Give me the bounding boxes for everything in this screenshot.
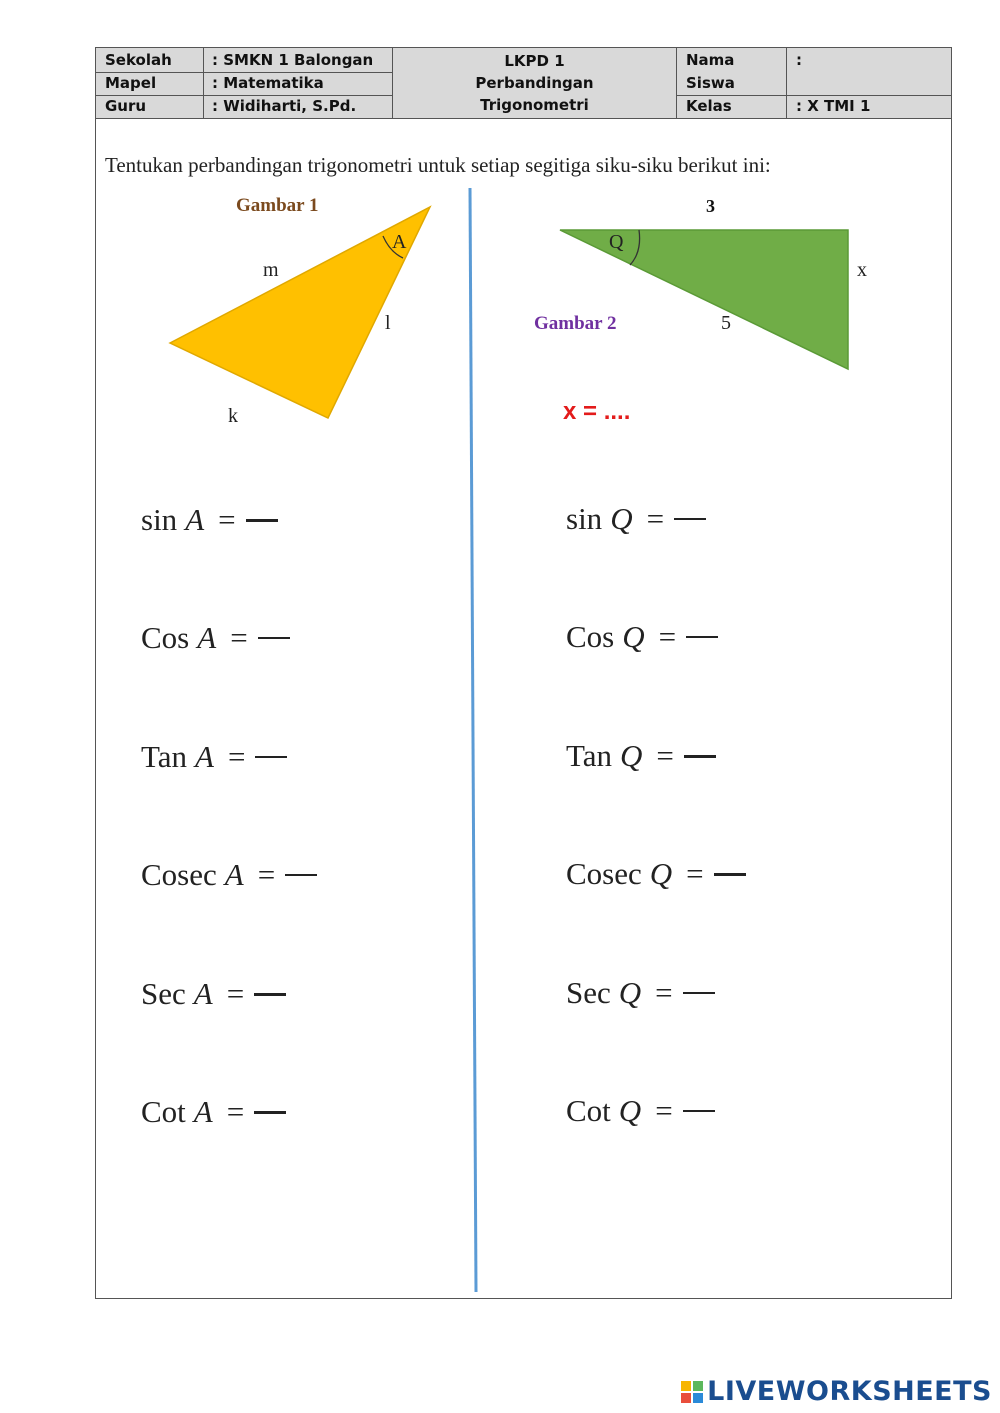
fraction-blank[interactable] [254, 993, 286, 996]
formula-tan-q [566, 738, 716, 774]
liveworksheets-logo[interactable] [681, 1376, 992, 1407]
fraction-blank[interactable] [714, 873, 746, 876]
formula-var: A [193, 976, 213, 1011]
side-top-label: 3 [706, 196, 715, 216]
formula-var: A [197, 620, 217, 655]
formula-var: Q [618, 975, 642, 1010]
formula-eq: = [656, 738, 674, 773]
formula-eq: = [257, 857, 276, 892]
fraction-blank[interactable] [674, 518, 706, 520]
formula-fn: Tan [141, 739, 188, 774]
formula-eq: = [218, 502, 236, 537]
kelas-label: Kelas [686, 97, 732, 115]
formula-fn: Cos [141, 620, 190, 655]
formula-eq: = [227, 739, 246, 774]
formula-eq: = [226, 976, 245, 1011]
formula-sec-a [141, 976, 286, 1012]
mapel-label: Mapel [105, 74, 157, 92]
formula-eq: = [655, 975, 673, 1010]
liveworksheets-logo-icon [681, 1381, 703, 1403]
formula-cos-q [566, 619, 718, 655]
side-m-label: m [263, 259, 279, 281]
side-x-label: x [857, 259, 867, 281]
fraction-blank[interactable] [254, 1111, 286, 1114]
figure-1-title: Gambar 1 [236, 195, 319, 216]
side-l-label: l [385, 312, 391, 334]
fraction-blank[interactable] [258, 637, 290, 639]
formula-cot-q [566, 1093, 715, 1129]
formula-var: A [195, 739, 214, 774]
formula-eq: = [226, 1094, 245, 1129]
title-line: Trigonometri [480, 96, 589, 114]
formula-cot-a [141, 1094, 286, 1130]
nama-field[interactable]: : [796, 51, 802, 69]
formula-eq: = [655, 1093, 673, 1128]
fraction-blank[interactable] [285, 874, 317, 876]
formula-eq: = [686, 856, 704, 891]
formula-fn: Cot [141, 1094, 186, 1129]
formula-sin-q [566, 501, 706, 537]
formula-var: A [224, 857, 244, 892]
formula-cosec-q [566, 856, 746, 892]
liveworksheets-brand: LIVEWORKSHEETS [707, 1376, 992, 1407]
sekolah-label: Sekolah [105, 51, 172, 69]
formula-fn: sin [141, 502, 178, 537]
formula-sin-a [141, 502, 278, 538]
formula-tan-a [141, 739, 287, 775]
formula-var: Q [618, 1093, 642, 1128]
fraction-blank[interactable] [683, 992, 715, 994]
guru-label: Guru [105, 97, 147, 115]
formula-var: Q [649, 856, 673, 891]
formula-fn: Cosec [566, 856, 642, 891]
column-divider [470, 188, 476, 1292]
side-k-label: k [228, 405, 238, 427]
angle-a-label: A [392, 231, 407, 253]
fraction-blank[interactable] [246, 519, 278, 522]
formula-var: Q [622, 619, 645, 654]
title-line: Perbandingan [475, 74, 594, 92]
fraction-blank[interactable] [686, 636, 718, 638]
formula-fn: Cosec [141, 857, 217, 892]
instruction-text: Tentukan perbandingan trigonometri untuk setiap segitiga siku-siku berikut ini: [105, 153, 771, 177]
kelas-value: : X TMI 1 [796, 97, 871, 115]
nama-label: Nama [686, 51, 735, 69]
formula-var: Q [610, 501, 633, 536]
formula-var: A [193, 1094, 213, 1129]
formula-fn: sin [566, 501, 603, 536]
formula-fn: Cos [566, 619, 615, 654]
formula-sec-q [566, 975, 715, 1011]
formula-fn: Sec [566, 975, 611, 1010]
formula-var: Q [620, 738, 643, 773]
fraction-blank[interactable] [684, 755, 716, 758]
fraction-blank[interactable] [255, 756, 287, 758]
siswa-label: Siswa [686, 74, 735, 92]
formula-fn: Cot [566, 1093, 611, 1128]
formula-eq: = [230, 620, 248, 655]
triangle-figure-1 [170, 207, 430, 418]
formula-fn: Sec [141, 976, 186, 1011]
guru-value: : Widiharti, S.Pd. [212, 97, 357, 115]
x-value-question[interactable]: x = .... [563, 398, 631, 425]
triangle-figure-2 [560, 230, 848, 369]
angle-q-label: Q [609, 231, 624, 253]
formula-var: A [185, 502, 205, 537]
mapel-value: : Matematika [212, 74, 324, 92]
formula-fn: Tan [566, 738, 613, 773]
formula-eq: = [646, 501, 665, 536]
fraction-blank[interactable] [683, 1110, 715, 1112]
figure-2-title: Gambar 2 [534, 313, 617, 334]
side-hyp-label: 5 [721, 312, 731, 334]
formula-cos-a [141, 620, 290, 656]
title-line: LKPD 1 [504, 52, 565, 70]
formula-eq: = [658, 619, 677, 654]
formula-cosec-a [141, 857, 317, 893]
sekolah-value: : SMKN 1 Balongan [212, 51, 374, 69]
